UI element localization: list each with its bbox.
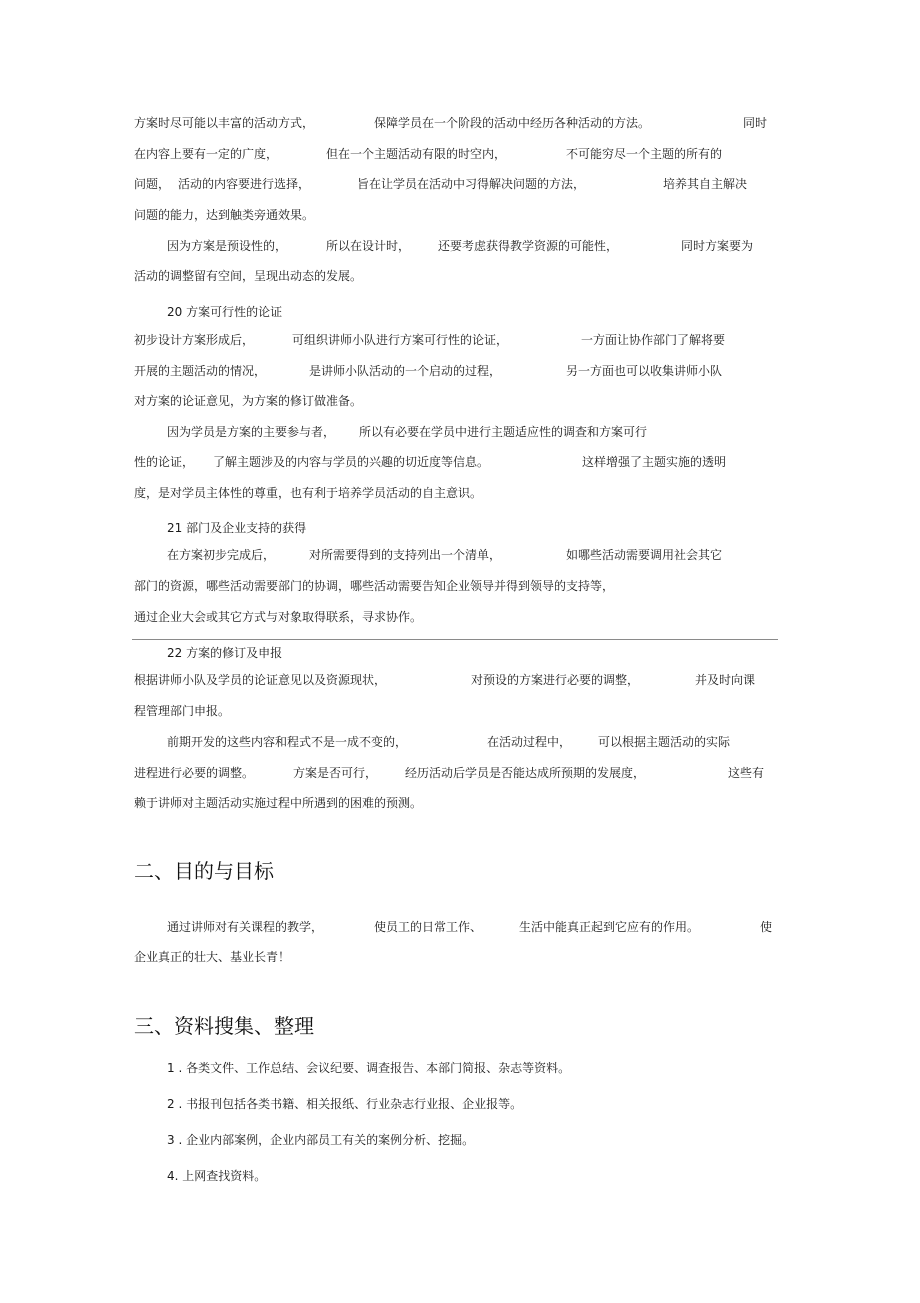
text-segment: 所以在设计时， (326, 239, 411, 253)
text-segment: 另一方面也可以收集讲师小队 (566, 364, 723, 378)
text-segment: 保障学员在一个阶段的活动中经历各种活动的方法。 (374, 116, 651, 130)
text-line (0, 144, 920, 164)
subsection-heading: 22 方案的修订及申报 (167, 646, 283, 660)
text-line (0, 361, 920, 381)
list-item: 1 . 各类文件、工作总结、会议纪要、调查报告、本部门简报、杂志等资料。 (167, 1061, 571, 1075)
text-segment: 使员工的日常工作、 (374, 920, 483, 934)
text-segment: 因为方案是预设性的， (167, 239, 288, 253)
text-segment: 生活中能真正起到它应有的作用。 (519, 920, 700, 934)
text-line (0, 483, 920, 503)
text-line (0, 670, 920, 690)
text-segment: 通过讲师对有关课程的教学， (167, 920, 324, 934)
text-segment: 在内容上要有一定的广度， (134, 147, 279, 161)
text-segment: 通过企业大会或其它方式与对象取得联系，寻求协作。 (134, 610, 423, 624)
text-segment: 因为学员是方案的主要参与者， (167, 425, 336, 439)
text-line (0, 576, 920, 596)
horizontal-divider (132, 639, 778, 640)
text-segment: 根据讲师小队及学员的论证意见以及资源现状， (134, 673, 387, 687)
text-line (0, 763, 920, 783)
text-segment: 赖于讲师对主题活动实施过程中所遇到的困难的预测。 (134, 796, 423, 810)
list-item: 2 . 书报刊包括各类书籍、相关报纸、行业杂志行业报、企业报等。 (167, 1097, 523, 1111)
text-segment: 在方案初步完成后， (167, 548, 276, 562)
text-segment: 活动的调整留有空间，呈现出动态的发展。 (134, 269, 363, 283)
text-segment: 对方案的论证意见，为方案的修订做准备。 (134, 394, 363, 408)
text-segment: 所以有必要在学员中进行主题适应性的调查和方案可行 (359, 425, 648, 439)
text-line (0, 113, 920, 133)
text-segment: 如哪些活动需要调用社会其它 (566, 548, 723, 562)
text-segment: 活动的内容要进行选择， (178, 177, 311, 191)
text-line (0, 607, 920, 627)
text-segment: 这些有 (728, 766, 765, 780)
text-segment: 方案是否可行， (293, 766, 378, 780)
text-segment: 开展的主题活动的情况， (134, 364, 267, 378)
section-heading: 三、资料搜集、整理 (134, 1014, 314, 1038)
text-line (0, 917, 920, 937)
text-line (0, 452, 920, 472)
text-line (0, 391, 920, 411)
text-segment: 使 (760, 920, 773, 934)
text-segment: 同时方案要为 (681, 239, 754, 253)
text-segment: 对预设的方案进行必要的调整， (471, 673, 640, 687)
text-segment: 前期开发的这些内容和程式不是一成不变的， (167, 735, 408, 749)
text-line (0, 330, 920, 350)
text-segment: 进程进行必要的调整。 (134, 766, 255, 780)
text-segment: 性的论证， (134, 455, 195, 469)
text-segment: 方案时尽可能以丰富的活动方式， (134, 116, 315, 130)
list-item: 4. 上网查找资料。 (167, 1169, 267, 1183)
text-line (0, 947, 920, 967)
text-segment: 对所需要得到的支持列出一个清单， (309, 548, 502, 562)
text-segment: 问题的能力，达到触类旁通效果。 (134, 208, 315, 222)
text-segment: 但在一个主题活动有限的时空内， (326, 147, 507, 161)
text-line (0, 266, 920, 286)
text-segment: 是讲师小队活动的一个启动的过程， (309, 364, 502, 378)
text-segment: 并及时向课 (695, 673, 756, 687)
text-segment: 度，是对学员主体性的尊重，也有利于培养学员活动的自主意识。 (134, 486, 483, 500)
text-segment: 问题， (134, 177, 171, 191)
text-segment: 可以根据主题活动的实际 (598, 735, 731, 749)
text-line (0, 236, 920, 256)
text-segment: 同时 (743, 116, 768, 130)
text-segment: 程管理部门申报。 (134, 704, 231, 718)
text-segment: 这样增强了主题实施的透明 (582, 455, 727, 469)
text-segment: 企业真正的壮大、基业长青！ (134, 950, 291, 964)
text-segment: 部门的资源，哪些活动需要部门的协调，哪些活动需要告知企业领导并得到领导的支持等， (134, 579, 615, 593)
text-line (0, 545, 920, 565)
text-segment: 可组织讲师小队进行方案可行性的论证， (292, 333, 509, 347)
text-line (0, 793, 920, 813)
text-segment: 不可能穷尽一个主题的所有的 (566, 147, 723, 161)
subsection-heading: 21 部门及企业支持的获得 (167, 521, 307, 535)
text-segment: 旨在让学员在活动中习得解决问题的方法， (357, 177, 586, 191)
text-segment: 了解主题涉及的内容与学员的兴趣的切近度等信息。 (213, 455, 490, 469)
subsection-heading: 20 方案可行性的论证 (167, 305, 283, 319)
text-line (0, 174, 920, 194)
text-line (0, 205, 920, 225)
text-segment: 培养其自主解决 (663, 177, 748, 191)
text-segment: 初步设计方案形成后， (134, 333, 255, 347)
text-line (0, 701, 920, 721)
text-segment: 还要考虑获得教学资源的可能性， (438, 239, 619, 253)
text-line (0, 422, 920, 442)
text-line (0, 732, 920, 752)
text-segment: 一方面让协作部门了解将要 (581, 333, 726, 347)
text-segment: 经历活动后学员是否能达成所预期的发展度， (405, 766, 646, 780)
list-item: 3 . 企业内部案例，企业内部员工有关的案例分析、挖掘。 (167, 1133, 475, 1147)
text-segment: 在活动过程中， (487, 735, 572, 749)
section-heading: 二、目的与目标 (134, 859, 274, 883)
